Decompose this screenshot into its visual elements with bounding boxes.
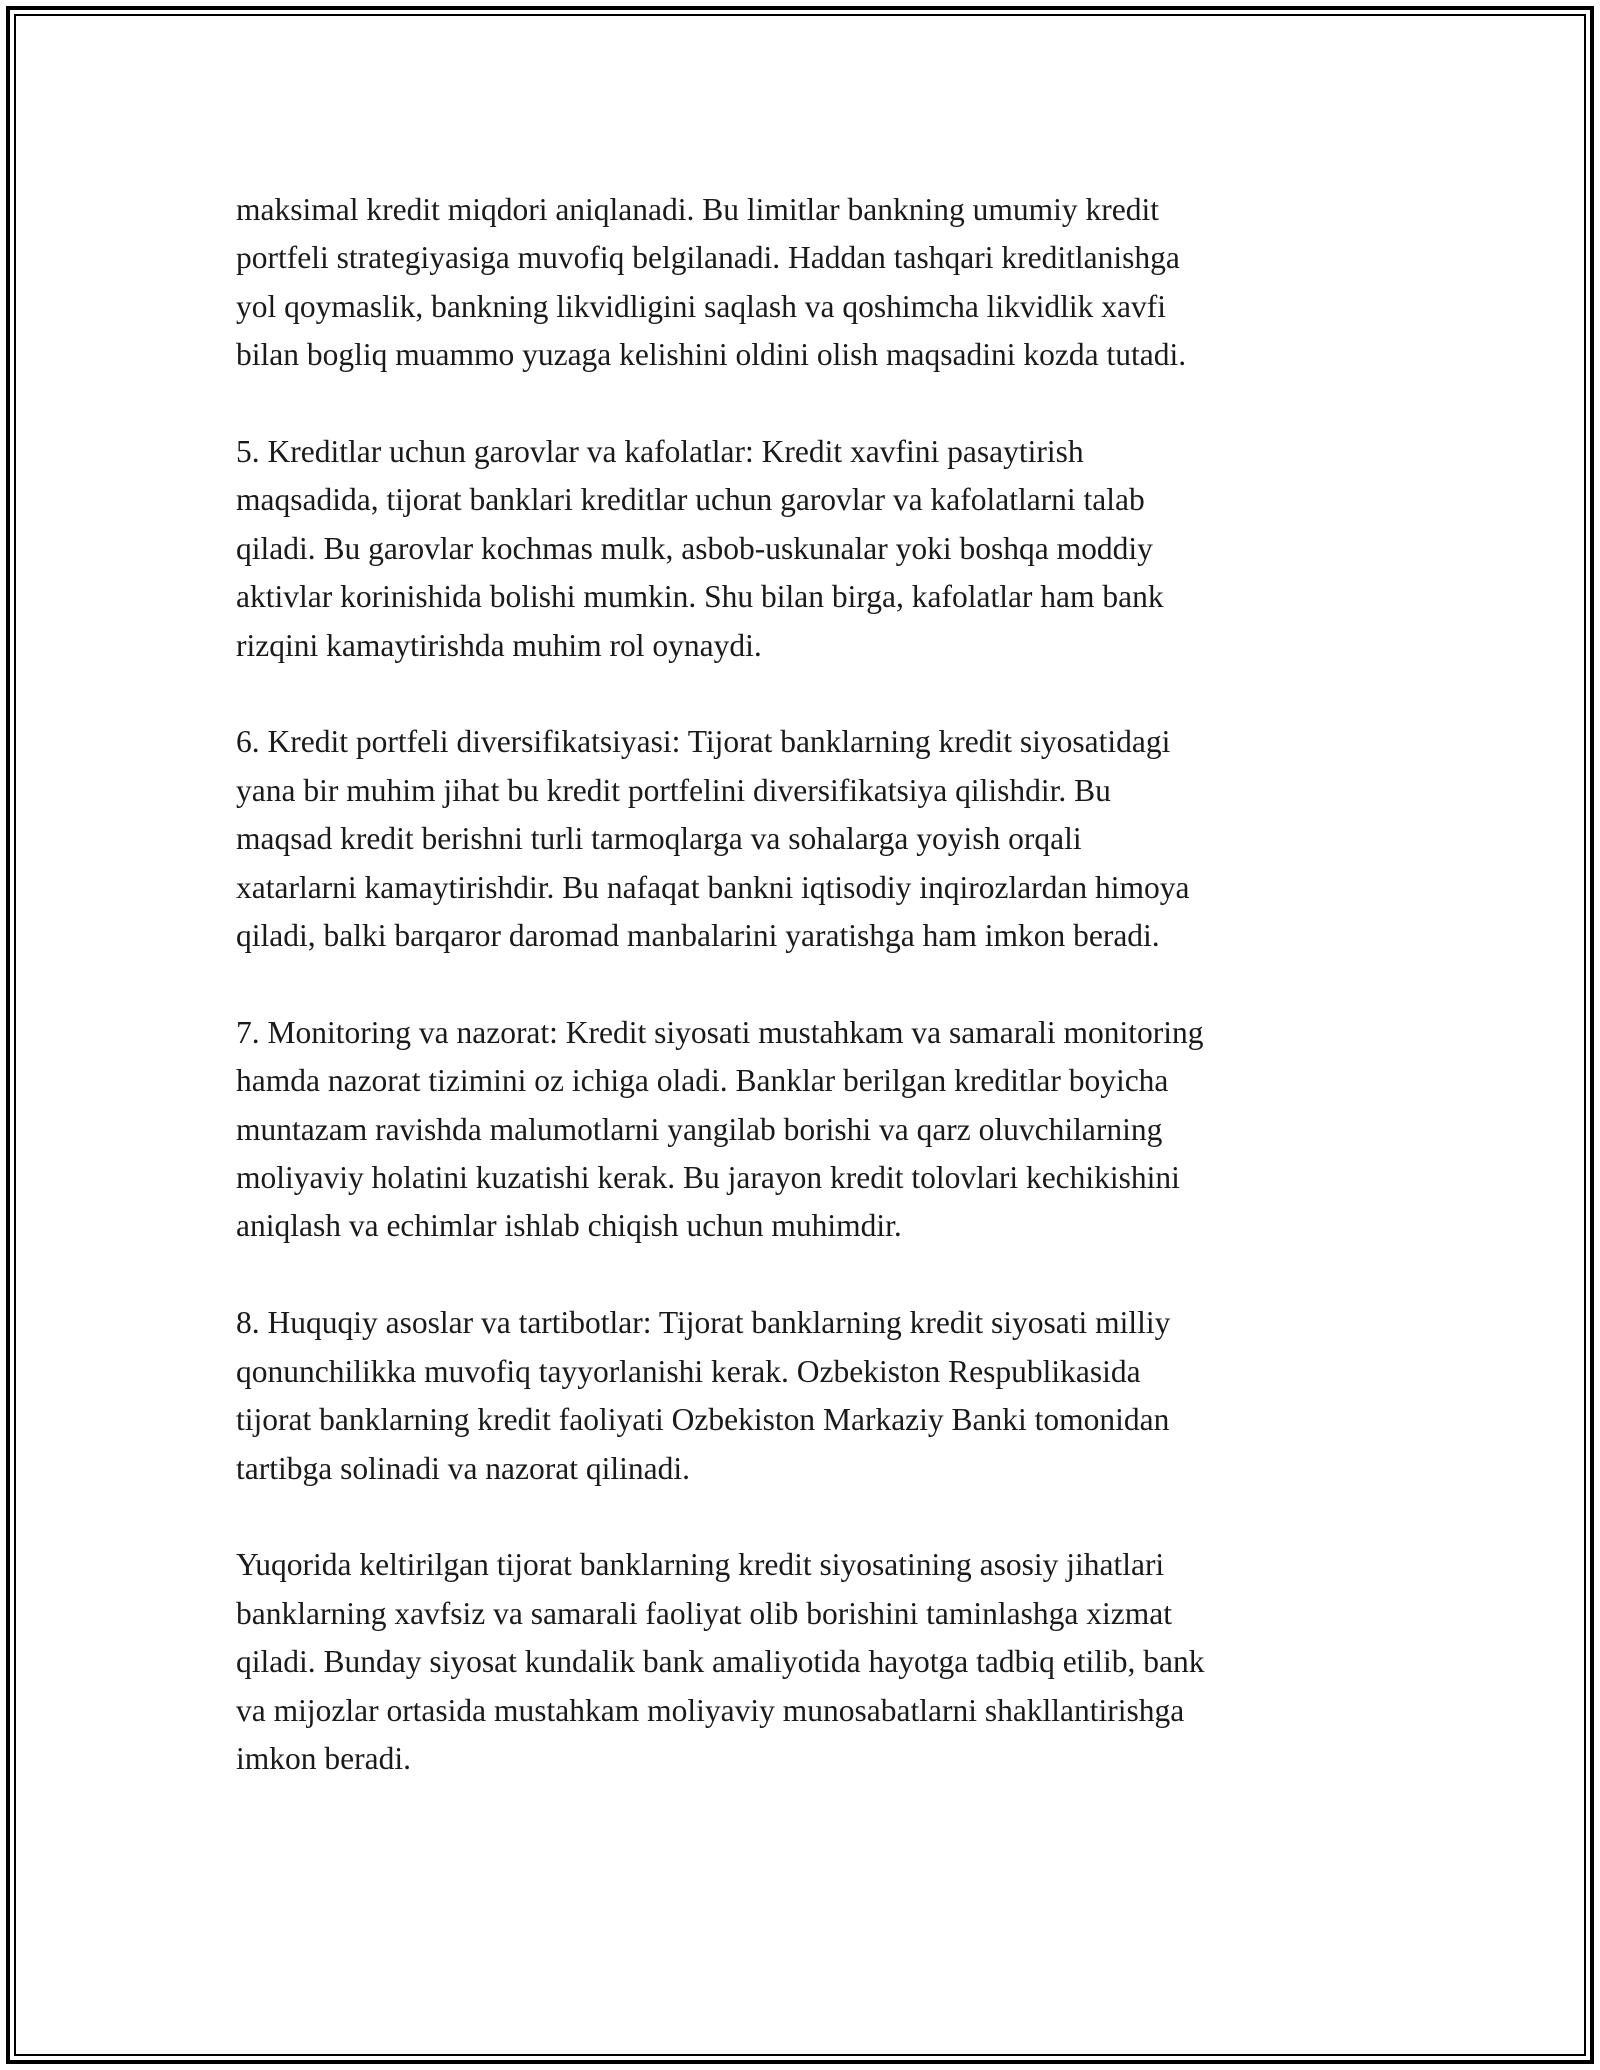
text-line: tartibga solinadi va nazorat qilinadi. — [236, 1450, 690, 1486]
text-line: aniqlash va echimlar ishlab chiqish uchun muhimdir. — [236, 1208, 902, 1244]
text-line: qiladi. Bunday siyosat kundalik bank amaliyotida hayotga tadbiq etilib, bank — [236, 1644, 1205, 1680]
text-line: maqsadida, tijorat banklari kreditlar uchun garovlar va kafolatlarni talab — [236, 482, 1145, 518]
text-line: muntazam ravishda malumotlarni yangilab borishi va qarz oluvchilarning — [236, 1111, 1163, 1147]
text-line: yol qoymaslik, bankning likvidligini saqlash va qoshimcha likvidlik xavfi — [236, 288, 1167, 324]
text-line: hamda nazorat tizimini oz ichiga oladi. Banklar berilgan kreditlar boyicha — [236, 1063, 1169, 1099]
text-line: va mijozlar ortasida mustahkam moliyaviy munosabatlarni shakllantirishga — [236, 1692, 1185, 1728]
text-line: maqsad kredit berishni turli tarmoqlarga va sohalarga yoyish orqali — [236, 821, 1082, 857]
text-line: 6. Kredit portfeli diversifikatsiyasi: Tijorat banklarning kredit siyosatidagi — [236, 724, 1171, 760]
paragraph-legal-basis — [236, 1299, 1366, 1493]
text-line: portfeli strategiyasiga muvofiq belgilanadi. Haddan tashqari kreditlanishga — [236, 240, 1180, 276]
text-line: rizqini kamaytirishda muhim rol oynaydi. — [236, 627, 762, 663]
text-line: banklarning xavfsiz va samarali faoliyat olib borishini taminlashga xizmat — [236, 1595, 1172, 1631]
document-body — [236, 186, 1366, 1832]
text-line: 8. Huquqiy asoslar va tartibotlar: Tijorat banklarning kredit siyosati milliy — [236, 1305, 1171, 1341]
text-line: tijorat banklarning kredit faoliyati Ozbekiston Markaziy Banki tomonidan — [236, 1402, 1170, 1438]
text-line: Yuqorida keltirilgan tijorat banklarning kredit siyosatining asosiy jihatlari — [236, 1547, 1165, 1583]
text-line: qiladi. Bu garovlar kochmas mulk, asbob-uskunalar yoki boshqa moddiy — [236, 530, 1153, 566]
text-line: xatarlarni kamaytirishdir. Bu nafaqat bankni iqtisodiy inqirozlardan himoya — [236, 869, 1190, 905]
text-line: qiladi, balki barqaror daromad manbalarini yaratishga ham imkon beradi. — [236, 918, 1160, 954]
text-line: 7. Monitoring va nazorat: Kredit siyosati mustahkam va samarali monitoring — [236, 1014, 1204, 1050]
paragraph-conclusion — [236, 1541, 1366, 1783]
paragraph-collateral-guarantees — [236, 428, 1366, 670]
text-line: 5. Kreditlar uchun garovlar va kafolatlar: Kredit xavfini pasaytirish — [236, 434, 1084, 470]
text-line: maksimal kredit miqdori aniqlanadi. Bu limitlar bankning umumiy kredit — [236, 192, 1159, 227]
text-line: yana bir muhim jihat bu kredit portfelini diversifikatsiya qilishdir. Bu — [236, 772, 1111, 808]
text-line: moliyaviy holatini kuzatishi kerak. Bu jarayon kredit tolovlari kechikishini — [236, 1160, 1180, 1196]
text-line: aktivlar korinishida bolishi mumkin. Shu bilan birga, kafolatlar ham bank — [236, 579, 1164, 615]
paragraph-monitoring-control — [236, 1009, 1366, 1251]
text-line: imkon beradi. — [236, 1740, 411, 1776]
paragraph-portfolio-diversification — [236, 718, 1366, 960]
text-line: bilan bogliq muammo yuzaga kelishini oldini olish maqsadini kozda tutadi. — [236, 337, 1187, 373]
text-line: qonunchilikka muvofiq tayyorlanishi kerak. Ozbekiston Respublikasida — [236, 1353, 1141, 1389]
paragraph-credit-limits — [236, 186, 1366, 380]
